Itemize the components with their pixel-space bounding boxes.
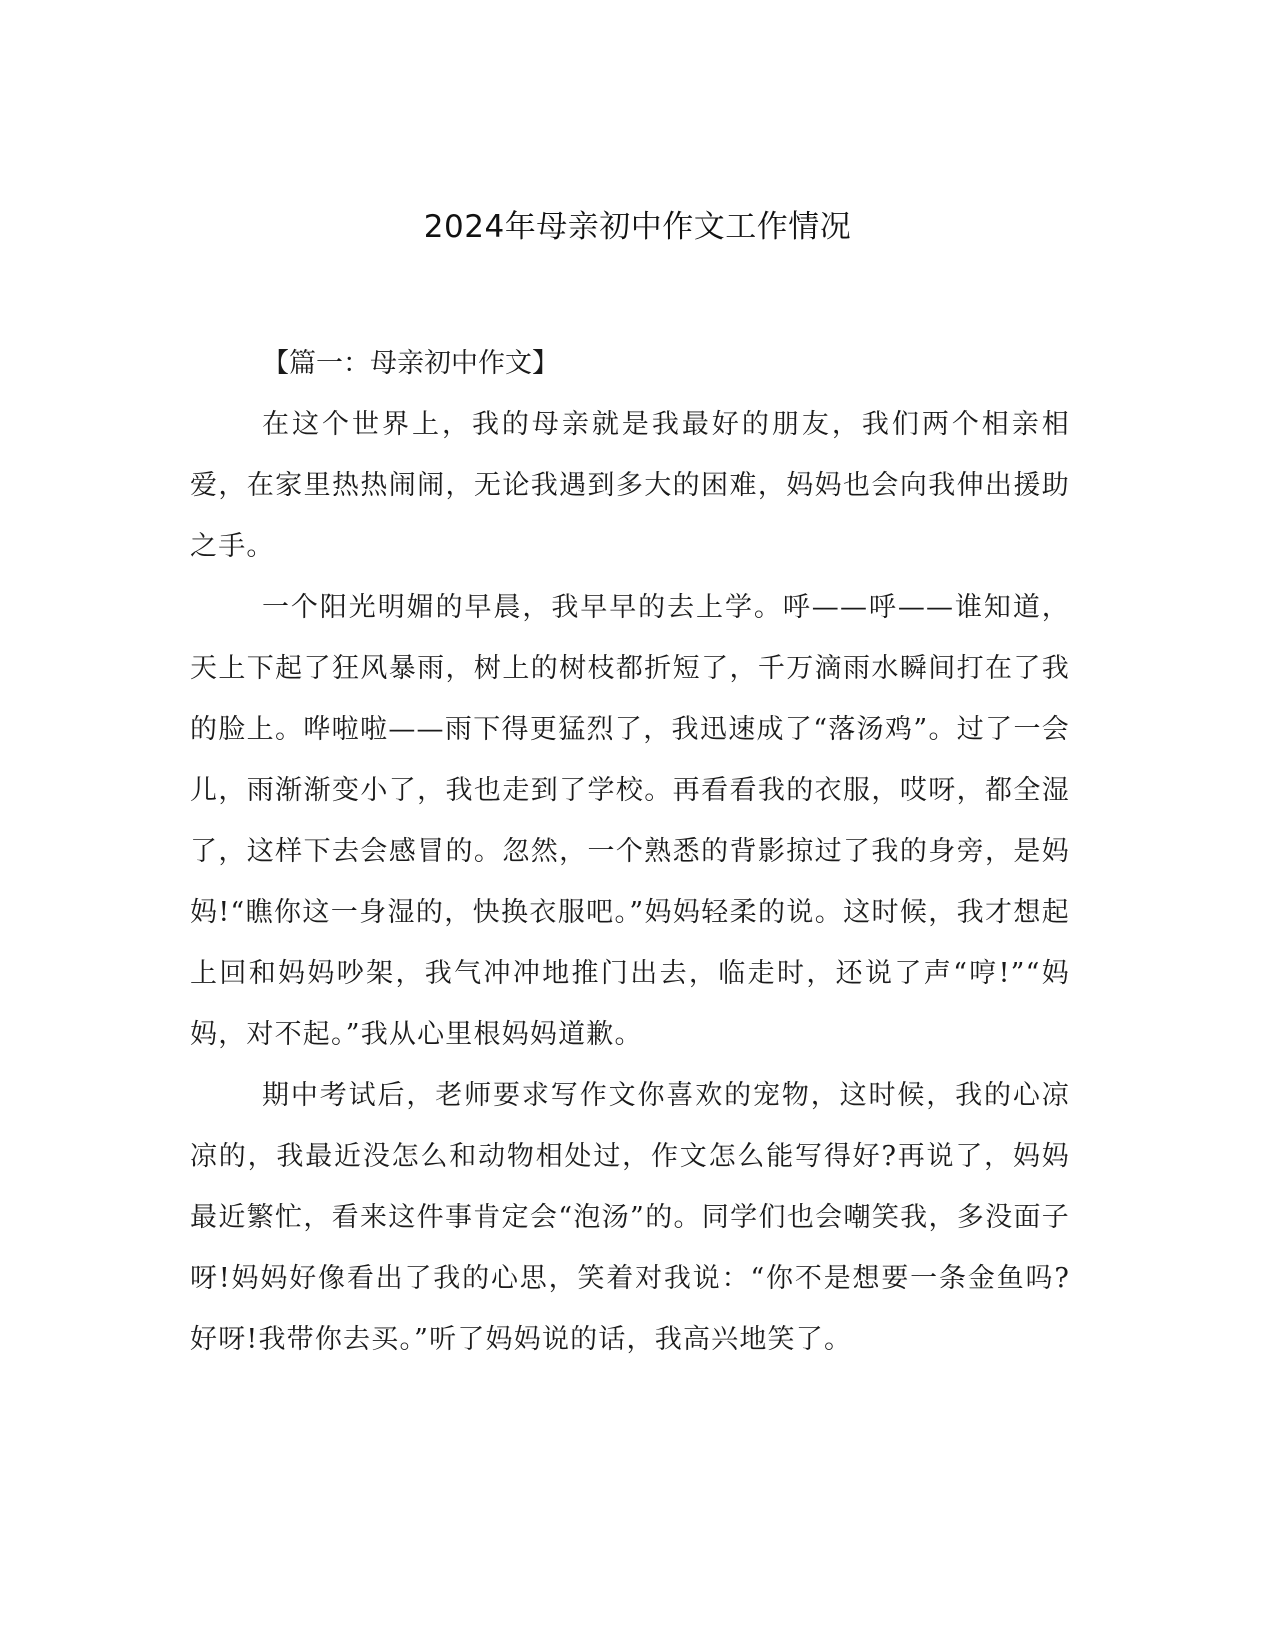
document-title: 2024年母亲初中作文工作情况 <box>423 209 852 245</box>
paragraph-3: 期中考试后，老师要求写作文你喜欢的宠物，这时候，我的心凉凉的，我最近没怎么和动物相处过，作文怎么能写得好?再说了，妈妈最近繁忙，看来这件事肯定会“泡汤”的。同学们也会嘲笑我，多没面子呀!妈妈好像看出了我的心思，笑着对我说：“你不是想要一条金鱼吗?好呀!我带你去买。”听了妈妈说的话，我高兴地笑了。 <box>190 1080 1070 1355</box>
section-heading: 【篇一：母亲初中作文】 <box>262 348 559 379</box>
paragraph-2: 一个阳光明媚的早晨，我早早的去上学。呼——呼——谁知道，天上下起了狂风暴雨，树上的树枝都折短了，千万滴雨水瞬间打在了我的脸上。哗啦啦——雨下得更猛烈了，我迅速成了“落汤鸡”。过了一会儿，雨渐渐变小了，我也走到了学校。再看看我的衣服，哎呀，都全湿了，这样下去会感冒的。忽然，一个熟悉的背影掠过了我的身旁，是妈妈!“瞧你这一身湿的，快换衣服吧。”妈妈轻柔的说。这时候，我才想起上回和妈妈吵架，我气冲冲地推门出去，临走时，还说了声“哼!”“妈妈，对不起。”我从心里根妈妈道歉。 <box>190 592 1070 1050</box>
document-body <box>190 333 1070 1370</box>
paragraph-1: 在这个世界上，我的母亲就是我最好的朋友，我们两个相亲相爱，在家里热热闹闹，无论我遇到多大的困难，妈妈也会向我伸出援助之手。 <box>190 409 1070 562</box>
